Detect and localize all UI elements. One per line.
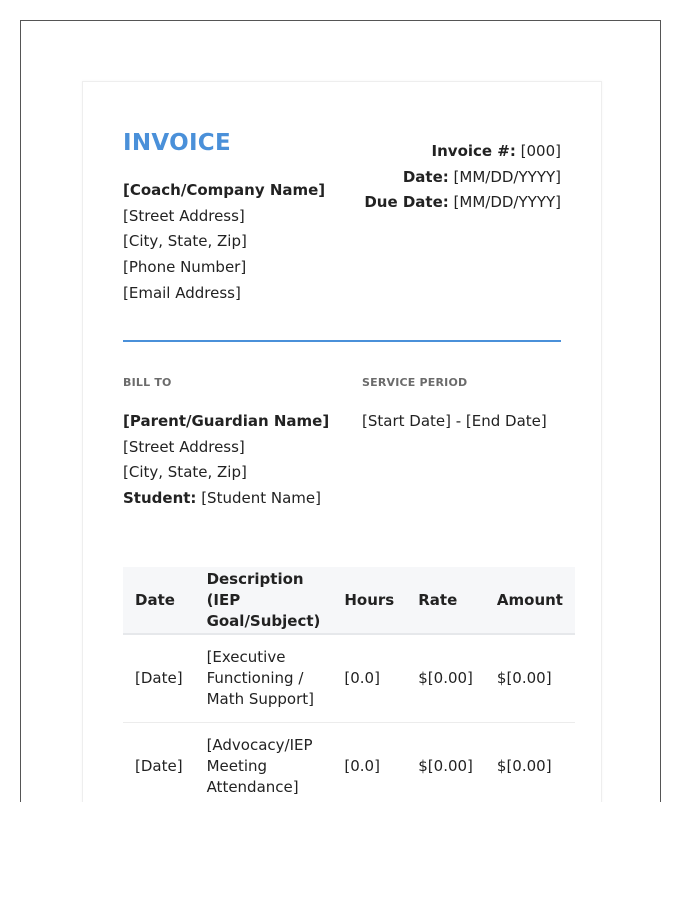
due-date-label: Due Date:: [364, 193, 449, 211]
sender-city: [City, State, Zip]: [123, 232, 247, 251]
bill-to-block: [123, 409, 329, 511]
invoice-number-value: [000]: [520, 142, 561, 160]
student-value: [Student Name]: [201, 488, 321, 507]
bill-to-street: [Street Address]: [123, 437, 245, 456]
sender-block: [123, 178, 325, 307]
bill-to-label: BILL TO: [123, 376, 172, 389]
header-hours: Hours: [344, 590, 395, 609]
cell-amount: $[0.00]: [496, 669, 552, 687]
invoice-number-line: [364, 139, 561, 165]
cell-amount: $[0.00]: [496, 757, 552, 775]
invoice-title: INVOICE: [123, 130, 232, 156]
cell-hours: [0.0]: [344, 669, 380, 687]
header-date: Date: [135, 590, 175, 609]
due-date-value: [MM/DD/YYYY]: [453, 193, 561, 211]
cell-rate: $[0.00]: [418, 669, 473, 687]
service-period-value: [Start Date] - [End Date]: [362, 412, 547, 430]
cell-description: [Advocacy/IEP Meeting Attendance]: [206, 736, 313, 796]
cell-description: [Executive Functioning / Math Support]: [206, 648, 315, 708]
due-date-line: [364, 190, 561, 216]
service-period-label: SERVICE PERIOD: [362, 376, 468, 389]
line-items-table: [123, 567, 575, 802]
student-line: [123, 486, 329, 512]
invoice-date-line: [364, 165, 561, 191]
document-viewport: [20, 20, 661, 802]
header-divider: [123, 340, 561, 342]
cell-hours: [0.0]: [344, 757, 380, 775]
table-header-row: [123, 567, 575, 634]
header-rate: Rate: [418, 590, 458, 609]
table-row: [123, 723, 575, 803]
table-row: [123, 634, 575, 723]
cell-date: [Date]: [135, 757, 183, 775]
header-amount: Amount: [496, 590, 563, 609]
student-label: Student:: [123, 488, 197, 507]
cell-rate: $[0.00]: [418, 757, 473, 775]
invoice-date-value: [MM/DD/YYYY]: [453, 167, 561, 186]
header-description: Description (IEP Goal/Subject): [206, 569, 321, 630]
sender-phone: [Phone Number]: [123, 258, 247, 277]
invoice-number-label: Invoice #:: [431, 142, 516, 160]
invoice-meta: [364, 139, 561, 216]
cell-date: [Date]: [135, 669, 183, 687]
parent-name: [Parent/Guardian Name]: [123, 412, 330, 430]
sender-name: [Coach/Company Name]: [123, 181, 326, 199]
sender-street: [Street Address]: [123, 206, 245, 225]
invoice-date-label: Date:: [402, 167, 449, 186]
sender-email: [Email Address]: [123, 283, 241, 302]
bill-to-city: [City, State, Zip]: [123, 463, 247, 481]
invoice-page: [82, 81, 602, 802]
